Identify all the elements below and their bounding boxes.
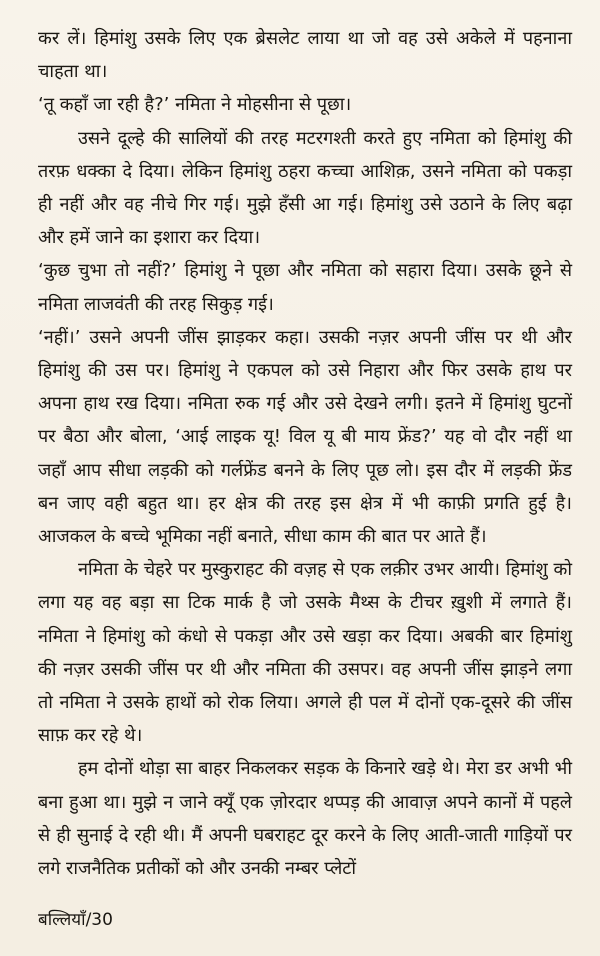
paragraph-4: ‘कुछ चुभा तो नहीं?’ हिमांशु ने पूछा और नमिता को सहारा दिया। उसके छूने से नमिता लाजवंती की तरह सिकुड़ गई।	[38, 260, 572, 315]
page-body	[38, 22, 572, 885]
paragraph-6: नमिता के चेहरे पर मुस्कुराहट की वज़ह से एक लक़ीर उभर आयी। हिमांशु को लगा यह वह बड़ा सा टिक मार्क है जो उसके मैथ्स के टीचर ख़ुशी में लगाते हैं। नमिता ने हिमांशु को कंधो से पकड़ा और उसे खड़ा कर दिया। अबकी बार हिमांशु की नज़र उसकी जींस पर थी और नमिता की उसपर। वह अपनी जींस झाड़ने लगा तो नमिता ने उसके हाथों को रोक लिया। अगले ही पल में दोनों एक-दूसरे की जींस साफ़ कर रहे थे।	[38, 559, 572, 747]
paragraph-7: हम दोनों थोड़ा सा बाहर निकलकर सड़क के किनारे खड़े थे। मेरा डर अभी भी बना हुआ था। मुझे न जाने क्यूँ एक ज़ोरदार थप्पड़ की आवाज़ अपने कानों में पहले से ही सुनाई दे रही थी। मैं अपनी घबराहट दूर करने के लिए आती-जाती गाड़ियों पर लगे राजनैतिक प्रतीकों को और उनकी नम्बर प्लेटों	[38, 758, 572, 880]
paragraph-1: कर लें। हिमांशु उसके लिए एक ब्रेसलेट लाया था जो वह उसे अकेले में पहनाना चाहता था।	[38, 28, 572, 83]
paragraph-3: उसने दूल्हे की सालियों की तरह मटरगश्ती करते हुए नमिता को हिमांशु की तरफ़ धक्का दे दिया। लेकिन हिमांशु ठहरा कच्चा आशिक़, उसने नमिता को पकड़ा ही नहीं और वह नीचे गिर गई। मुझे हँसी आ गई। हिमांशु उसे उठाने के लिए बढ़ा और हमें जाने का इशारा कर दिया।	[38, 127, 572, 249]
page-footer: बल्लियाँ/30	[38, 910, 113, 930]
paragraph-2: ‘तू कहाँ जा रही है?’ नमिता ने मोहसीना से पूछा।	[38, 94, 352, 116]
paragraph-5: ‘नहीं।’ उसने अपनी जींस झाड़कर कहा। उसकी नज़र अपनी जींस पर थी और हिमांशु की उस पर। हिमांशु ने एकपल को उसे निहारा और फिर उसके हाथ पर अपना हाथ रख दिया। नमिता रुक गई और उसे देखने लगी। इतने में हिमांशु घुटनों पर बैठा और बोला, ‘आई लाइक यू! विल यू बी माय फ्रेंड?’ यह वो दौर नहीं था जहाँ आप सीधा लड़की को गर्लफ्रेंड बनने के लिए पूछ लो। इस दौर में लड़की फ्रेंड बन जाए वही बहुत था। हर क्षेत्र की तरह इस क्षेत्र में भी काफ़ी प्रगति हुई है। आजकल के बच्चे भूमिका नहीं बनाते, सीधा काम की बात पर आते हैं।	[38, 326, 572, 548]
